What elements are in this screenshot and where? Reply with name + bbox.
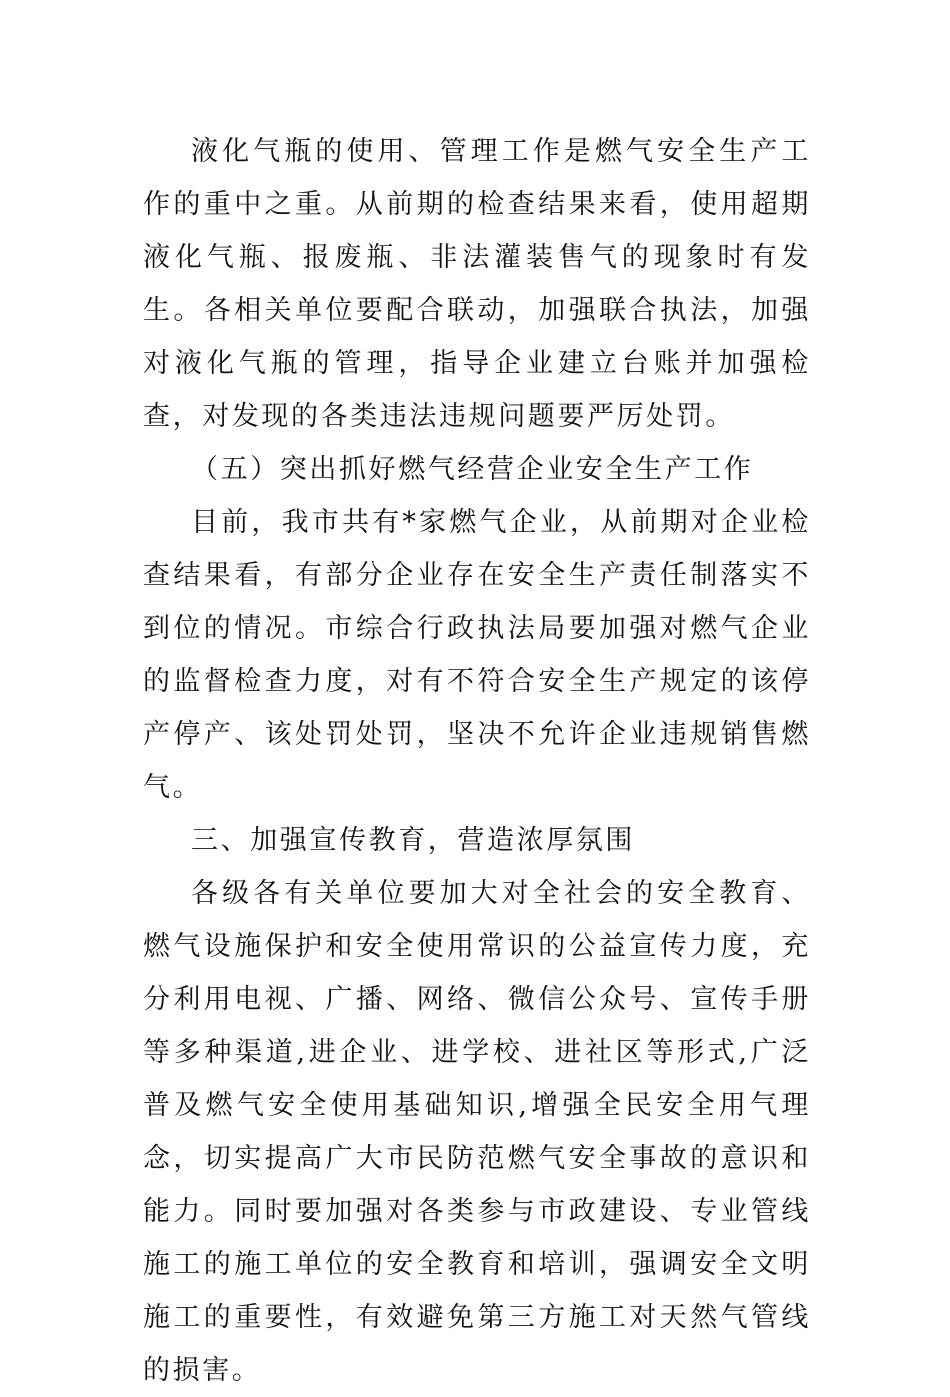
section-heading-3: 三、加强宣传教育，营造浓厚氛围 [191, 825, 635, 856]
section-heading-5: （五）突出抓好燃气经营企业安全生产工作 [191, 454, 754, 485]
paragraph-gas-enterprises: 目前，我市共有*家燃气企业，从前期对企业检查结果看，有部分企业存在安全生产责任制落实不到位的情况。市综合行政执法局要加强对燃气企业的监督检查力度，对有不符合安全生产规定的该停产停产、该处罚处罚，坚决不允许企业违规销售燃气。 [143, 507, 811, 803]
document-body [143, 125, 811, 1397]
paragraph-gas-cylinder-management: 液化气瓶的使用、管理工作是燃气安全生产工作的重中之重。从前期的检查结果来看，使用超期液化气瓶、报废瓶、非法灌装售气的现象时有发生。各相关单位要配合联动，加强联合执法，加强对液化气瓶的管理，指导企业建立台账并加强检查，对发现的各类违法违规问题要严厉处罚。 [143, 136, 811, 432]
paragraph-publicity-education: 各级各有关单位要加大对全社会的安全教育、燃气设施保护和安全使用常识的公益宣传力度，充分利用电视、广播、网络、微信公众号、宣传手册等多种渠道,进企业、进学校、进社区等形式,广泛普及燃气安全使用基础知识,增强全民安全用气理念，切实提高广大市民防范燃气安全事故的意识和能力。同时要加强对各类参与市政建设、专业管线施工的施工单位的安全教育和培训，强调安全文明施工的重要性，有效避免第三方施工对天然气管线的损害。 [143, 878, 811, 1386]
